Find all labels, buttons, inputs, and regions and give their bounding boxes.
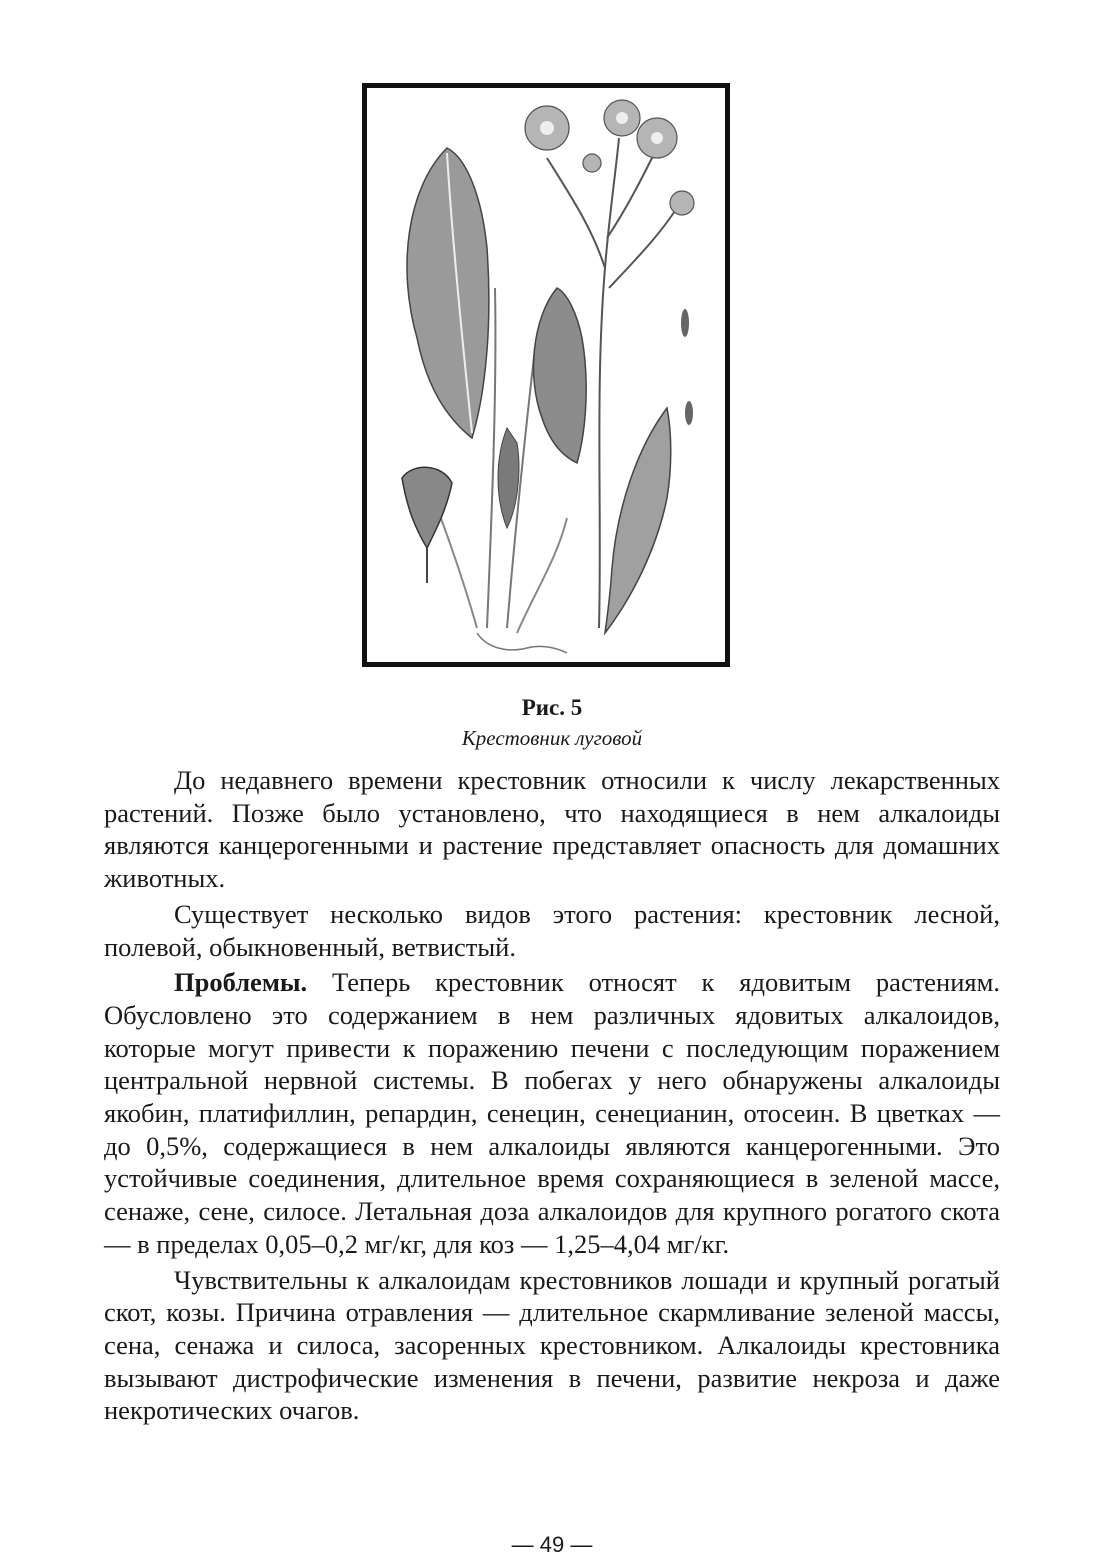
body-text bbox=[104, 764, 1000, 1427]
paragraph bbox=[104, 966, 1000, 1260]
paragraph-text: Чувствительны к алкалоидам крестовников лошади и крупный рогатый скот, козы. Причина отравления — длительное скармливание зеленой массы, сена, сенажа и силоса, засоренных крестовником. Алкалоиды крестовника вызывают дистрофические изменения в печени, развитие некроза и даже некротических очагов. bbox=[104, 1264, 1000, 1426]
paragraph-text: Теперь крестовник относят к ядовитым растениям. Обусловлено это содержанием в нем различных ядовитых алкалоидов, которые могут привести к поражению печени с последующим поражением центральной нервной системы. В побегах у него обнаружены алкалоиды якобин, платифиллин, репардин, сенецин, сенецианин, отосеин. В цветках — до 0,5%, содержащиеся в нем алкалоиды являются канцерогенными. Это устойчивые соединения, длительное время сохраняющиеся в зеленой массе, сенаже, сене, силосе. Летальная доза алкалоидов для крупного рогатого скота — в пределах 0,05–0,2 мг/кг, для коз — 1,25–4,04 мг/кг. bbox=[104, 967, 1000, 1259]
paragraph bbox=[104, 1264, 1000, 1428]
figure-title: Крестовник луговой bbox=[461, 726, 643, 750]
paragraph-text: До недавнего времени крестовник относили к числу лекарственных растений. Позже было установлено, что находящиеся в нем алкалоиды являются канцерогенными и растение представляет опасность для домашних животных. bbox=[104, 765, 1000, 894]
paragraph bbox=[104, 898, 1000, 963]
section-lead: Проблемы. bbox=[174, 967, 308, 998]
figure-number: Рис. 5 bbox=[521, 695, 583, 720]
page-number: — 49 — bbox=[511, 1532, 593, 1557]
plant-illustration bbox=[367, 88, 725, 662]
figure-frame bbox=[362, 83, 730, 667]
paragraph bbox=[104, 764, 1000, 895]
paragraph-text: Существует несколько видов этого растения: крестовник лесной, полевой, обыкновенный, ветвистый. bbox=[104, 898, 1000, 962]
